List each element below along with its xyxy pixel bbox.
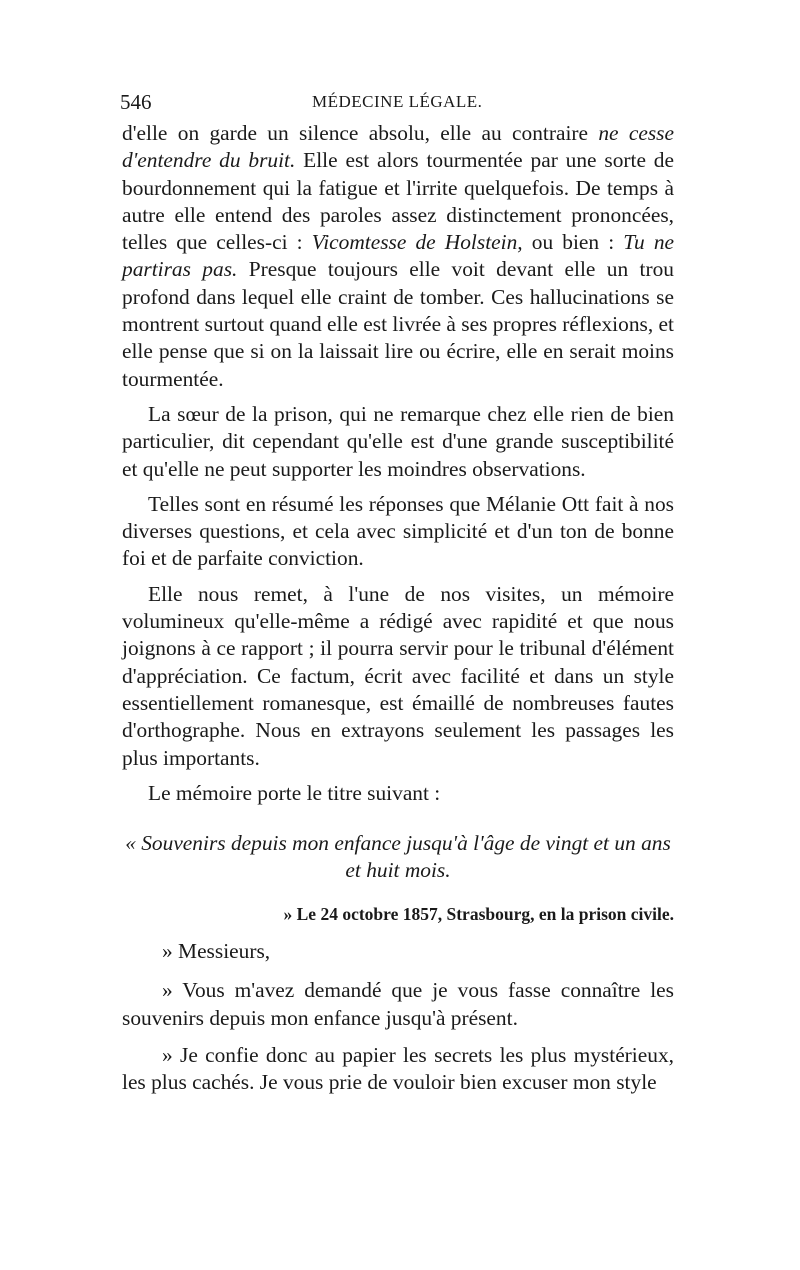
paragraph-summary: Telles sont en résumé les réponses que Mélanie Ott fait à nos diverses questions, et cela avec simplicité et d'un ton de bonne foi et de parfaite conviction.	[122, 491, 674, 571]
page-number: 546	[120, 90, 152, 114]
running-title: MÉDECINE LÉGALE.	[312, 92, 483, 111]
body-text	[122, 120, 674, 1107]
paragraph-memoir: Elle nous remet, à l'une de nos visites, un mémoire volumineux qu'elle-même a rédigé avec rapidité et que nous joignons à ce rapport ; il pourra servir pour le tribunal d'élément d'appréciation. Ce factum, écrit avec facilité et dans un style essentiellement romanesque, est émaillé de nombreuses fautes d'orthographe. Nous en extrayons seulement les passages les plus importants.	[122, 581, 674, 770]
dateline: » Le 24 octobre 1857, Strasbourg, en la prison civile.	[283, 903, 674, 924]
letter-paragraph: » Je confie donc au papier les secrets les plus mystérieux, les plus cachés. Je vous prie de vouloir bien excuser mon style	[122, 1042, 674, 1095]
paragraph-title-intro: Le mémoire porte le titre suivant :	[148, 780, 441, 805]
paragraph-prison-sister: La sœur de la prison, qui ne remarque chez elle rien de bien particulier, dit cependant qu'elle est d'une grande susceptibilité et qu'elle ne peut supporter les moindres observations.	[122, 401, 674, 481]
letter-paragraph: » Vous m'avez demandé que je vous fasse connaître les souvenirs depuis mon enfance jusqu'à présent.	[122, 978, 674, 1030]
paragraph-text: ou bien :	[522, 230, 624, 255]
letter	[122, 938, 674, 1096]
italic-quote: Vicomtesse de Holstein,	[311, 230, 523, 255]
paragraph-text: Presque toujours elle voit devant elle un trou profond dans lequel elle craint de tomber. Ces hallucinations se montrent surtout quand elle est livrée à ses propres réflexions, et elle pense que si on la laissait lire ou écrire, elle en serait moins tourmentée.	[122, 257, 674, 391]
paragraph-text: d'elle on garde un silence absolu, elle au contraire	[122, 121, 599, 145]
letter-salutation: » Messieurs,	[162, 939, 271, 964]
paragraph-hallucinations	[122, 120, 674, 393]
memoir-title: « Souvenirs depuis mon enfance jusqu'à l'âge de vingt et un ans et huit mois.	[125, 831, 671, 883]
running-head	[120, 90, 680, 118]
italic-quote: Tu ne partiras pas.	[122, 230, 675, 282]
paragraph-text: Elle est alors tourmentée par une sorte de bourdonnement qui la fatigue et l'irrite quelquefois. De temps à autre elle entend des paroles assez distinctement prononcées, telles que celles-ci :	[122, 148, 674, 255]
italic-phrase: ne cesse d'entendre du bruit.	[122, 121, 674, 173]
